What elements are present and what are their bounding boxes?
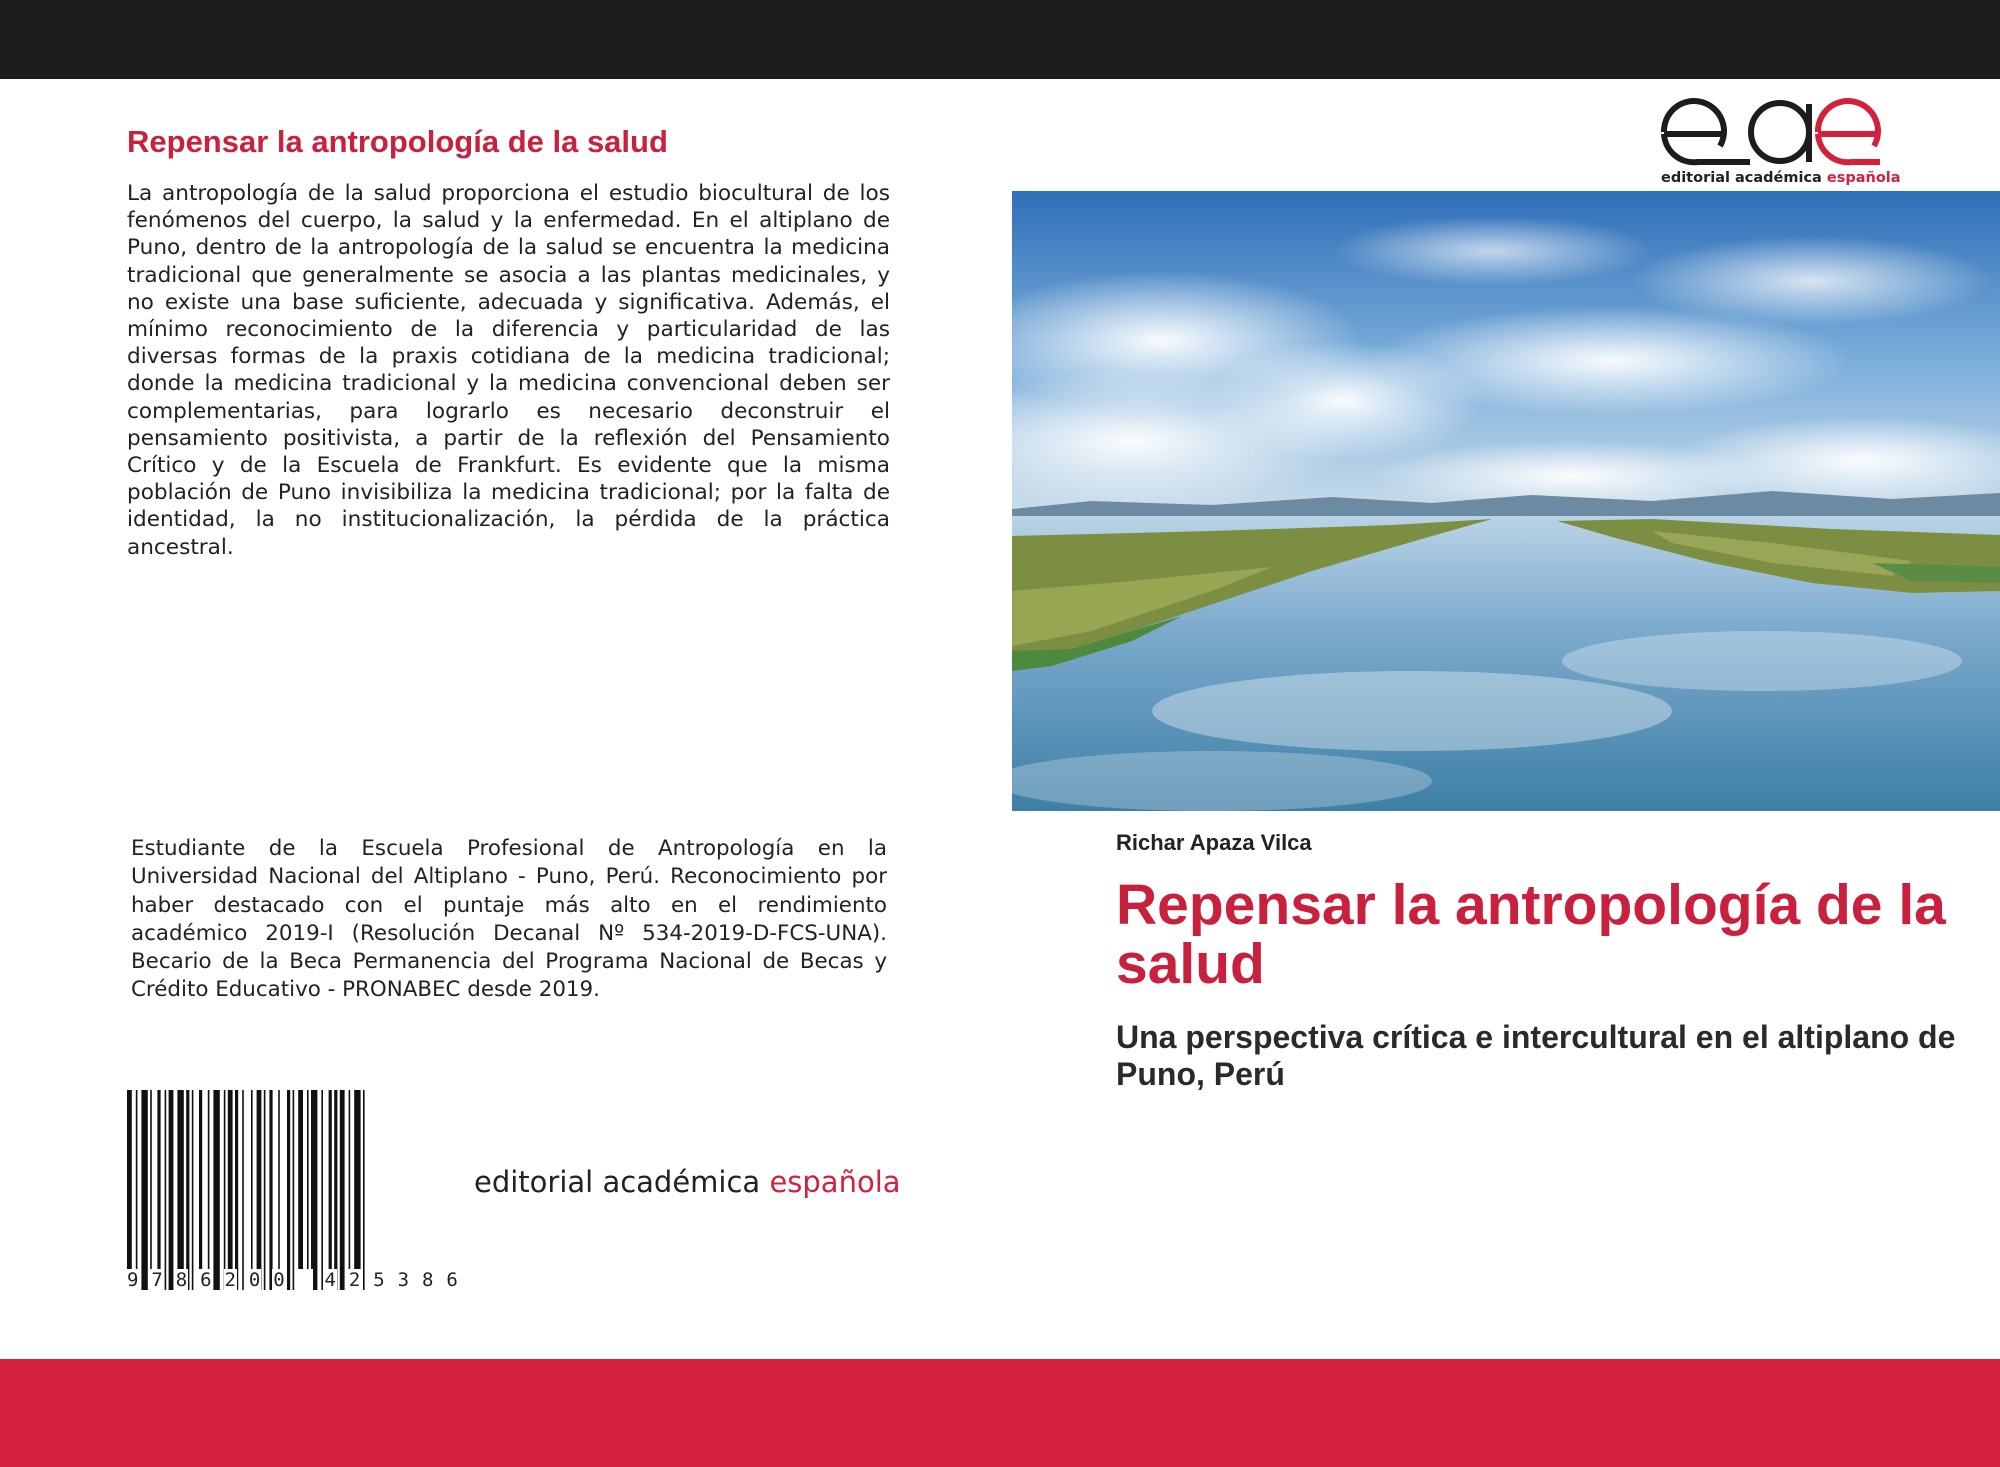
publisher-logo [1658, 96, 1901, 192]
publisher-imprint [474, 1165, 901, 1199]
logo-caption-part1: editorial académica [1661, 170, 1827, 186]
bottom-band [0, 1359, 2000, 1467]
barcode-digit: 7 [151, 1269, 163, 1291]
lake-landscape-photo-icon [1012, 191, 2000, 811]
barcode-digit: 9 [127, 1269, 139, 1291]
barcode-digit: 2 [348, 1269, 361, 1291]
barcode-digit: 8 [422, 1269, 434, 1291]
barcode-digit: 8 [175, 1269, 188, 1291]
barcode-digit: 0 [248, 1269, 261, 1291]
barcode-digit: 6 [446, 1269, 458, 1291]
publisher-imprint-part2: española [769, 1165, 901, 1199]
author-name: Richar Apaza Vilca [1116, 830, 1312, 855]
front-cover-subtitle: Una perspectiva crítica e intercultural en el altiplano de Puno, Perú [1116, 1019, 1956, 1092]
author-bio: Estudiante de la Escuela Profesional de Antropología en la Universidad Nacional del Altiplano - Puno, Perú. Reconocimiento por haber destacado con el puntaje más alto en el rendimiento académico 2019-I (Resolución Decanal Nº 534-2019-D-FCS-UNA). Becario de la Beca Permanencia del Programa Nacional de Becas y Crédito Educativo - PRONABEC desde 2019. [131, 836, 887, 1003]
barcode-digit: 6 [200, 1269, 212, 1291]
cover-photo [1012, 191, 2000, 811]
logo-caption [1661, 170, 1901, 186]
back-cover-title: Repensar la antropología de la salud [127, 124, 668, 159]
barcode-digit: 2 [224, 1269, 236, 1291]
barcode-digits [126, 1269, 459, 1291]
barcode-digit: 3 [397, 1269, 410, 1291]
barcode-digit: 4 [324, 1269, 336, 1291]
eae-logo-icon [1658, 96, 1884, 168]
barcode-digit: 0 [273, 1269, 285, 1291]
back-cover-blurb: La antropología de la salud proporciona el estudio biocultural de los fenómenos del cuerpo, la salud y la enfermedad. En el altiplano de Puno, dentro de la antropología de la salud se encuentra la medicina tradicional que generalmente se asocia a las plantas medicinales, y no existe una base suficiente, adecuada y significativa. Además, el mínimo reconocimiento de la diferencia y particularidad de las diversas formas de la praxis cotidiana de la medicina tradicional; donde la medicina tradicional y la medicina convencional deben ser complementarias, para lograrlo es necesario deconstruir el pensamiento positivista, a partir de la reflexión del Pensamiento Crítico y de la Escuela de Frankfurt. Es evidente que la misma población de Puno invisibiliza la medicina tradicional; por la falta de identidad, la no institucionalización, la pérdida de la práctica ancestral. [127, 181, 890, 560]
barcode-digit: 5 [373, 1269, 385, 1291]
publisher-imprint-part1: editorial académica [474, 1165, 770, 1199]
top-band [0, 0, 2000, 79]
barcode-icon [126, 1090, 459, 1290]
logo-caption-part2: española [1826, 170, 1901, 186]
front-cover-title: Repensar la antropología de la salud [1116, 873, 1946, 996]
